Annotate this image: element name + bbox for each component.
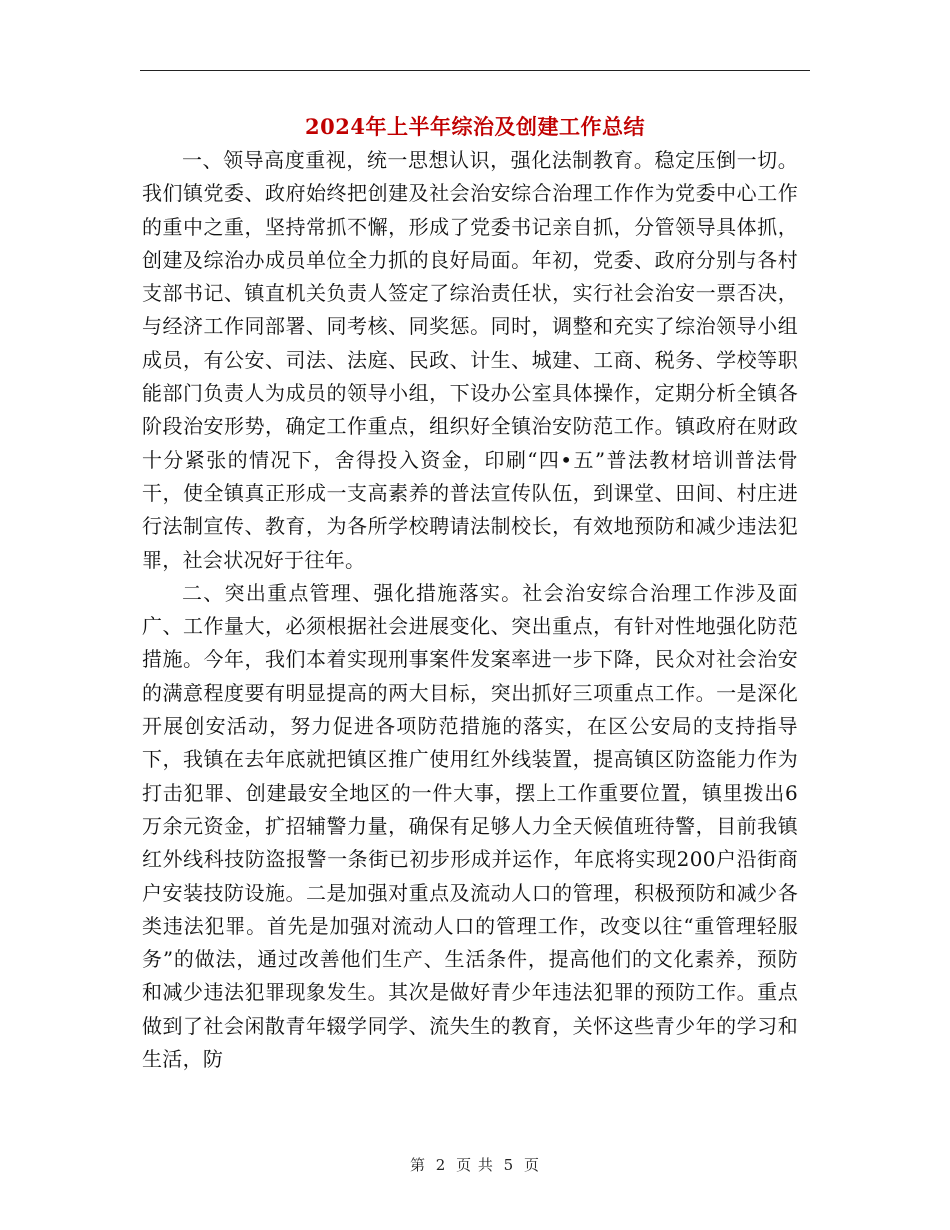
paragraph-1: 一、领导高度重视，统一思想认识，强化法制教育。稳定压倒一切。我们镇党委、政府始终把创建及社会治安综合治理工作作为党委中心工作的重中之重，坚持常抓不懈，形成了党委书记亲自抓，分管领导具体抓，创建及综治办成员单位全力抓的良好局面。年初，党委、政府分别与各村支部书记、镇直机关负责人签定了综治责任状，实行社会治安一票否决，与经济工作同部署、同考核、同奖惩。同时，调整和充实了综治领导小组成员，有公安、司法、法庭、民政、计生、城建、工商、税务、学校等职能部门负责人为成员的领导小组，下设办公室具体操作，定期分析全镇各阶段治安形势，确定工作重点，组织好全镇治安防范工作。镇政府在财政十分紧张的情况下，舍得投入资金，印刷“四•五”普法教材培训普法骨干，使全镇真正形成一支高素养的普法宣传队伍，到课堂、田间、村庄进行法制宣传、教育，为各所学校聘请法制校长，有效地预防和减少违法犯罪，社会状况好于往年。	[142, 148, 798, 572]
document-title: 2024年上半年综治及创建工作总结	[305, 114, 645, 139]
page-footer	[0, 1154, 950, 1175]
header-rule	[140, 70, 810, 71]
footer-prefix: 第	[409, 1156, 426, 1174]
document-body	[142, 144, 798, 1076]
total-pages-number: 5	[503, 1156, 515, 1174]
paragraph-2: 二、突出重点管理、强化措施落实。社会治安综合治理工作涉及面广、工作量大，必须根据社会进展变化、突出重点，有针对性地强化防范措施。今年，我们本着实现刑事案件发案率进一步下降，民众对社会治安的满意程度要有明显提高的两大目标，突出抓好三项重点工作。一是深化开展创安活动，努力促进各项防范措施的落实，在区公安局的支持指导下，我镇在去年底就把镇区推广使用红外线装置，提高镇区防盗能力作为打击犯罪、创建最安全地区的一件大事，摆上工作重要位置，镇里拨出6万余元资金，扩招辅警力量，确保有足够人力全天候值班待警，目前我镇红外线科技防盗报警一条街已初步形成并运作，年底将实现200户沿街商户安装技防设施。二是加强对重点及流动人口的管理，积极预防和减少各类违法犯罪。首先是加强对流动人口的管理工作，改变以往“重管理轻服务”的做法，通过改善他们生产、生活条件，提高他们的文化素养，预防和减少违法犯罪现象发生。其次是做好青少年违法犯罪的预防工作。重点做到了社会闲散青年辍学同学、流失生的教育，关怀这些青少年的学习和生活，防	[142, 580, 798, 1072]
footer-middle: 页 共	[456, 1156, 494, 1174]
current-page-number: 2	[435, 1156, 447, 1174]
footer-suffix: 页	[524, 1156, 541, 1174]
